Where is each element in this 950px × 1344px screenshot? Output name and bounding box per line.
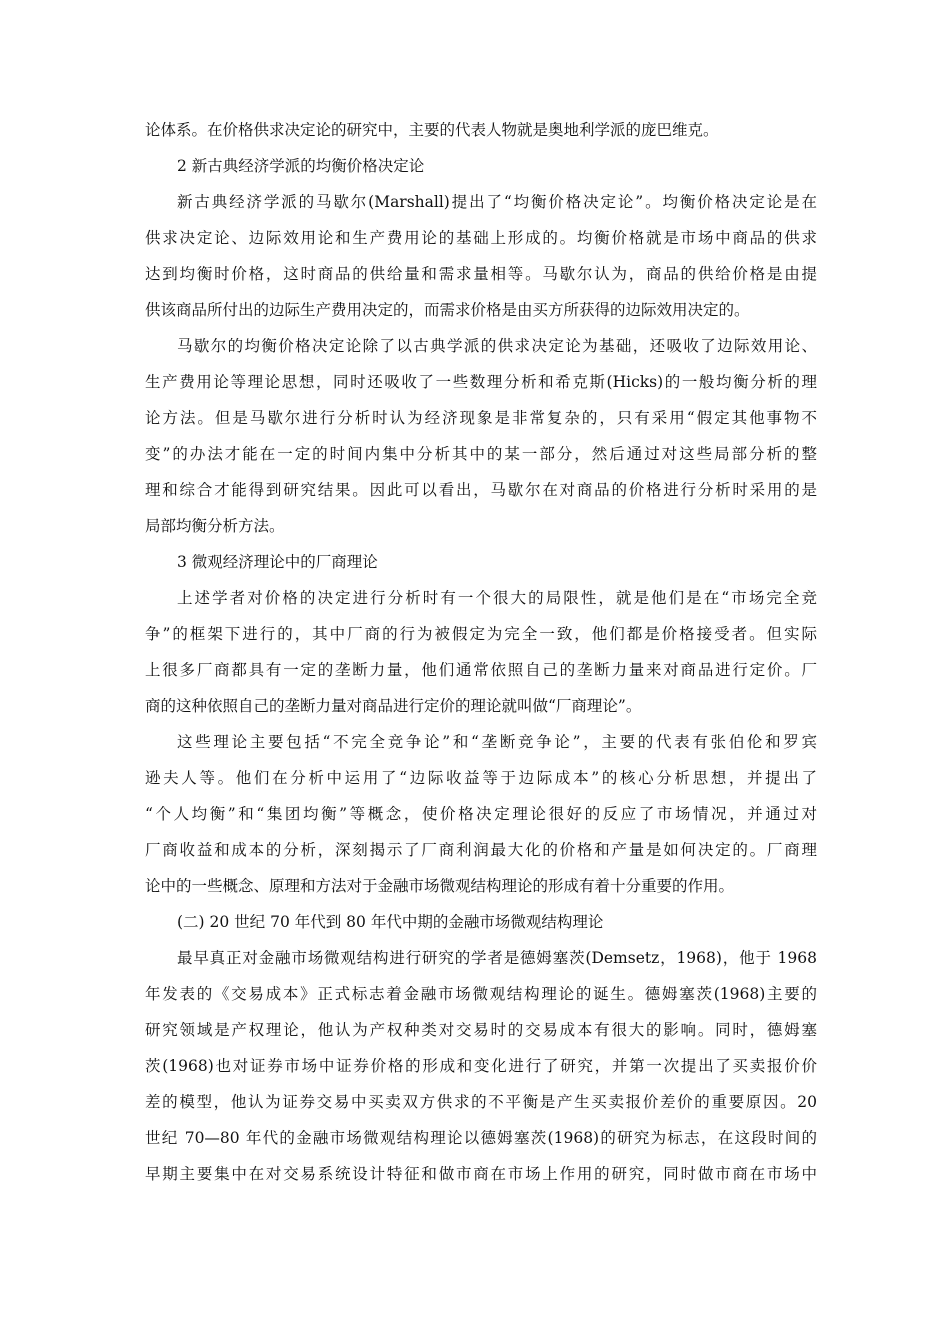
text-line: 茨(1968)也对证券市场中证券价格的形成和变化进行了研究，并第一次提出了买卖报价价 [145, 1057, 817, 1075]
text-line: 上很多厂商都具有一定的垄断力量，他们通常依照自己的垄断力量来对商品进行定价。厂 [145, 661, 817, 679]
text-line: 厂商收益和成本的分析，深刻揭示了厂商利润最大化的价格和产量是如何决定的。厂商理 [145, 841, 817, 859]
text-line: 局部均衡分析方法。 [145, 517, 285, 535]
text-line: 研究领域是产权理论，他认为产权种类对交易时的交易成本有很大的影响。同时，德姆塞 [145, 1021, 817, 1039]
text-line: 3 微观经济理论中的厂商理论 [177, 553, 378, 571]
text-line: 马歇尔的均衡价格决定论除了以古典学派的供求决定论为基础，还吸收了边际效用论、 [177, 337, 817, 355]
text-line: 论体系。在价格供求决定论的研究中，主要的代表人物就是奥地利学派的庞巴维克。 [145, 121, 719, 139]
text-line: 达到均衡时价格，这时商品的供给量和需求量相等。马歇尔认为，商品的供给价格是由提 [145, 265, 817, 283]
text-line: 生产费用论等理论思想，同时还吸收了一些数理分析和希克斯(Hicks)的一般均衡分析的理 [145, 373, 817, 391]
text-line: 商的这种依照自己的垄断力量对商品进行定价的理论就叫做“厂商理论”。 [145, 697, 642, 715]
text-line: 逊夫人等。他们在分析中运用了“边际收益等于边际成本”的核心分析思想，并提出了 [145, 769, 817, 787]
text-line: 供该商品所付出的边际生产费用决定的，而需求价格是由买方所获得的边际效用决定的。 [145, 301, 750, 319]
text-line: 供求决定论、边际效用论和生产费用论的基础上形成的。均衡价格就是市场中商品的供求 [145, 229, 817, 247]
text-line: 2 新古典经济学派的均衡价格决定论 [177, 157, 425, 175]
text-line: (二) 20 世纪 70 年代到 80 年代中期的金融市场微观结构理论 [177, 913, 604, 931]
text-line: 新古典经济学派的马歇尔(Marshall)提出了“均衡价格决定论”。均衡价格决定论是在 [177, 193, 817, 211]
text-line: 最早真正对金融市场微观结构进行研究的学者是德姆塞茨(Demsetz，1968)，他于 1968 [177, 949, 817, 967]
text-line: “个人均衡”和“集团均衡”等概念，使价格决定理论很好的反应了市场情况，并通过对 [145, 805, 817, 823]
text-line: 年发表的《交易成本》正式标志着金融市场微观结构理论的诞生。德姆塞茨(1968)主要的 [145, 985, 817, 1003]
text-line: 论方法。但是马歇尔进行分析时认为经济现象是非常复杂的，只有采用“假定其他事物不 [145, 409, 817, 427]
text-line: 变”的办法才能在一定的时间内集中分析其中的某一部分，然后通过对这些局部分析的整 [145, 445, 817, 463]
text-line: 这些理论主要包括“不完全竞争论”和“垄断竞争论”，主要的代表有张伯伦和罗宾 [177, 733, 817, 751]
text-line: 论中的一些概念、原理和方法对于金融市场微观结构理论的形成有着十分重要的作用。 [145, 877, 735, 895]
text-line: 世纪 70—80 年代的金融市场微观结构理论以德姆塞茨(1968)的研究为标志，在这段时间的 [145, 1129, 817, 1147]
text-line: 争”的框架下进行的，其中厂商的行为被假定为完全一致，他们都是价格接受者。但实际 [145, 625, 817, 643]
text-line: 早期主要集中在对交易系统设计特征和做市商在市场上作用的研究，同时做市商在市场中 [145, 1165, 817, 1183]
text-line: 上述学者对价格的决定进行分析时有一个很大的局限性，就是他们是在“市场完全竞 [177, 589, 817, 607]
text-line: 理和综合才能得到研究结果。因此可以看出，马歇尔在对商品的价格进行分析时采用的是 [145, 481, 817, 499]
text-line: 差的模型，他认为证券交易中买卖双方供求的不平衡是产生买卖报价差价的重要原因。20 [145, 1093, 817, 1111]
body-text [145, 112, 817, 1192]
